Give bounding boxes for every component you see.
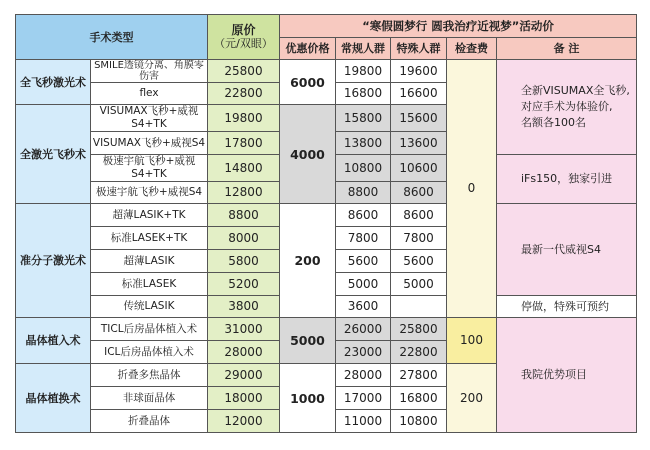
regular-price-cell: 16800 bbox=[336, 83, 391, 105]
original-price-cell: 22800 bbox=[208, 83, 280, 105]
special-price-cell: 5000 bbox=[391, 273, 447, 296]
original-price-cell: 28000 bbox=[208, 341, 280, 364]
remark-cell bbox=[497, 60, 637, 155]
special-price-cell: 27800 bbox=[391, 364, 447, 387]
regular-price-cell: 23000 bbox=[336, 341, 391, 364]
remark-cell: 我院优势项目 bbox=[497, 318, 637, 433]
regular-price-cell: 17000 bbox=[336, 387, 391, 410]
original-price-cell: 14800 bbox=[208, 155, 280, 182]
original-price-cell: 19800 bbox=[208, 105, 280, 132]
original-price-cell: 29000 bbox=[208, 364, 280, 387]
category-cell: 晶体植入术 bbox=[16, 318, 91, 364]
procedure-cell: 折叠晶体 bbox=[91, 410, 208, 433]
original-price-unit: （元/双眼） bbox=[214, 37, 273, 50]
remark-cell: 停做，特殊可预约 bbox=[497, 296, 637, 318]
procedure-cell: 极速宇航飞秒+威视S4+TK bbox=[91, 155, 208, 182]
procedure-cell: TICL后房晶体植入术 bbox=[91, 318, 208, 341]
original-price-cell: 12000 bbox=[208, 410, 280, 433]
price-table bbox=[15, 14, 637, 433]
event-title: “寒假圆梦行 圆我治疗近视梦”活动价 bbox=[280, 15, 637, 38]
special-price-cell: 19600 bbox=[391, 60, 447, 83]
original-price-cell: 5200 bbox=[208, 273, 280, 296]
regular-price-cell: 26000 bbox=[336, 318, 391, 341]
procedure-cell: VISUMAX飞秒+威视S4 bbox=[91, 132, 208, 155]
original-price-cell: 5800 bbox=[208, 250, 280, 273]
remark-line: 对应手术为体验价, bbox=[521, 100, 613, 113]
original-price-header bbox=[208, 15, 280, 60]
original-price-cell: 25800 bbox=[208, 60, 280, 83]
category-cell: 全飞秒激光术 bbox=[16, 60, 91, 105]
procedure-cell: 折叠多焦晶体 bbox=[91, 364, 208, 387]
remark-line: 全新VISUMAX全飞秒, bbox=[521, 84, 630, 97]
table-row bbox=[16, 204, 637, 227]
exam-fee-cell: 0 bbox=[447, 60, 497, 318]
category-cell: 全激光飞秒术 bbox=[16, 105, 91, 204]
procedure-cell: flex bbox=[91, 83, 208, 105]
original-price-cell: 18000 bbox=[208, 387, 280, 410]
regular-price-cell: 19800 bbox=[336, 60, 391, 83]
special-price-cell: 5600 bbox=[391, 250, 447, 273]
discount-cell: 200 bbox=[280, 204, 336, 318]
regular-price-cell: 3600 bbox=[336, 296, 391, 318]
regular-price-cell: 28000 bbox=[336, 364, 391, 387]
special-price-cell bbox=[391, 296, 447, 318]
table-row bbox=[16, 60, 637, 83]
regular-price-cell: 15800 bbox=[336, 105, 391, 132]
discount-price-header: 优惠价格 bbox=[280, 38, 336, 60]
price-table-container bbox=[15, 14, 636, 433]
original-price-label: 原价 bbox=[231, 23, 256, 37]
procedure-cell: ICL后房晶体植入术 bbox=[91, 341, 208, 364]
procedure-cell: 超薄LASIK+TK bbox=[91, 204, 208, 227]
discount-cell: 4000 bbox=[280, 105, 336, 204]
regular-price-cell: 8800 bbox=[336, 182, 391, 204]
procedure-cell: 极速宇航飞秒+威视S4 bbox=[91, 182, 208, 204]
procedure-cell: VISUMAX飞秒+威视S4+TK bbox=[91, 105, 208, 132]
special-price-cell: 16800 bbox=[391, 387, 447, 410]
remark-cell: 最新一代威视S4 bbox=[497, 204, 637, 296]
remarks-header: 备 注 bbox=[497, 38, 637, 60]
discount-cell: 1000 bbox=[280, 364, 336, 433]
original-price-cell: 31000 bbox=[208, 318, 280, 341]
procedure-cell: 标准LASEK+TK bbox=[91, 227, 208, 250]
original-price-cell: 17800 bbox=[208, 132, 280, 155]
special-price-cell: 16600 bbox=[391, 83, 447, 105]
special-price-cell: 25800 bbox=[391, 318, 447, 341]
regular-price-cell: 11000 bbox=[336, 410, 391, 433]
discount-cell: 6000 bbox=[280, 60, 336, 105]
special-price-cell: 8600 bbox=[391, 204, 447, 227]
category-cell: 晶体植换术 bbox=[16, 364, 91, 433]
procedure-cell: 传统LASIK bbox=[91, 296, 208, 318]
table-row bbox=[16, 318, 637, 341]
regular-group-header: 常规人群 bbox=[336, 38, 391, 60]
special-price-cell: 15600 bbox=[391, 105, 447, 132]
original-price-cell: 3800 bbox=[208, 296, 280, 318]
special-group-header: 特殊人群 bbox=[391, 38, 447, 60]
exam-fee-header: 检查费 bbox=[447, 38, 497, 60]
regular-price-cell: 8600 bbox=[336, 204, 391, 227]
special-price-cell: 13600 bbox=[391, 132, 447, 155]
remark-cell: iFs150，独家引进 bbox=[497, 155, 637, 204]
special-price-cell: 10800 bbox=[391, 410, 447, 433]
original-price-cell: 8800 bbox=[208, 204, 280, 227]
surgery-type-header: 手术类型 bbox=[16, 15, 208, 60]
procedure-cell: SMILE透镜分离、角膜零伤害 bbox=[91, 60, 208, 83]
special-price-cell: 7800 bbox=[391, 227, 447, 250]
special-price-cell: 8600 bbox=[391, 182, 447, 204]
original-price-cell: 8000 bbox=[208, 227, 280, 250]
original-price-cell: 12800 bbox=[208, 182, 280, 204]
remark-line: 名额各100名 bbox=[521, 116, 586, 129]
category-cell: 准分子激光术 bbox=[16, 204, 91, 318]
special-price-cell: 22800 bbox=[391, 341, 447, 364]
regular-price-cell: 5600 bbox=[336, 250, 391, 273]
regular-price-cell: 5000 bbox=[336, 273, 391, 296]
procedure-cell: 超薄LASIK bbox=[91, 250, 208, 273]
discount-cell: 5000 bbox=[280, 318, 336, 364]
regular-price-cell: 13800 bbox=[336, 132, 391, 155]
regular-price-cell: 10800 bbox=[336, 155, 391, 182]
procedure-cell: 标准LASEK bbox=[91, 273, 208, 296]
special-price-cell: 10600 bbox=[391, 155, 447, 182]
exam-fee-cell: 200 bbox=[447, 364, 497, 433]
regular-price-cell: 7800 bbox=[336, 227, 391, 250]
exam-fee-cell: 100 bbox=[447, 318, 497, 364]
procedure-cell: 非球面晶体 bbox=[91, 387, 208, 410]
